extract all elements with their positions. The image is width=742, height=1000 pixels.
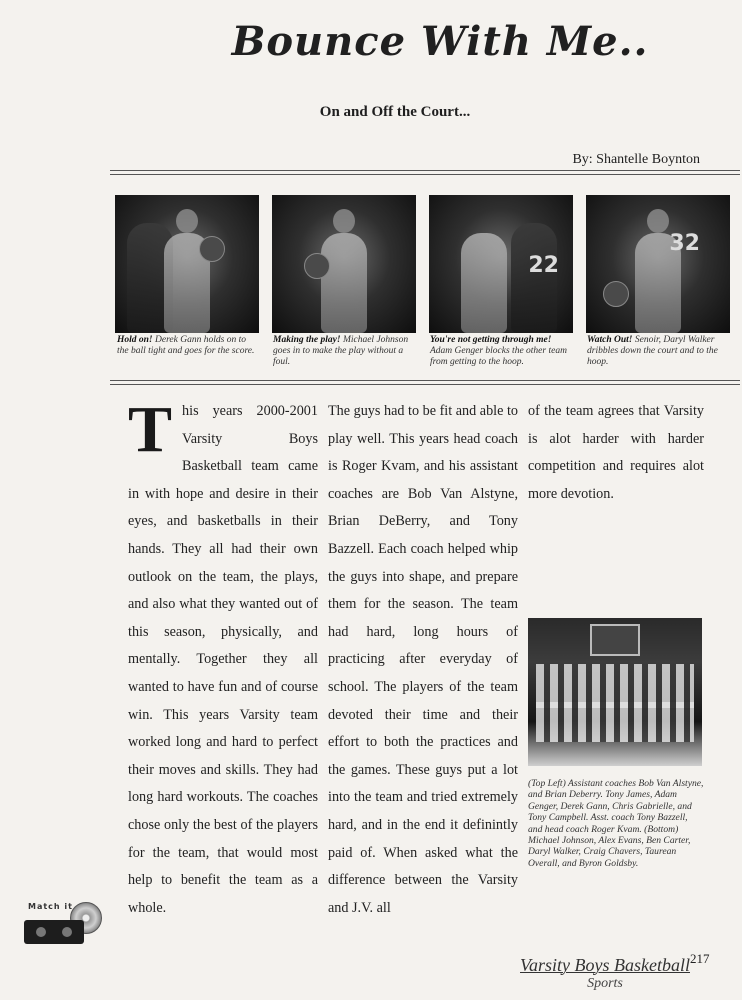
page-number: 217 <box>690 951 710 966</box>
backboard <box>590 624 640 656</box>
photo-caption <box>273 335 413 368</box>
jersey-number: 32 <box>669 231 700 256</box>
article-column-1 <box>128 393 318 922</box>
caption-lead: Making the play! <box>273 335 341 345</box>
team-photo <box>528 618 702 766</box>
basketball <box>304 253 330 279</box>
basketball <box>603 281 629 307</box>
byline: By: Shantelle Boynton <box>572 152 700 167</box>
article-column-2 <box>328 398 518 922</box>
match-it-logo <box>22 898 102 948</box>
caption-lead: You're not getting through me! <box>430 335 552 345</box>
photo-adam-genger <box>429 195 573 333</box>
logo-text: Match it <box>28 902 73 911</box>
mid-divider <box>110 380 740 385</box>
photo-derek-gann <box>115 195 259 333</box>
article-text: The guys had to be fit and able to play well. This years head coach is Roger Kvam, and his assistant coaches are Bob Van Alstyne, Brian DeBerry, and Tony Bazzell. Each coach helped whip the guys into shape, and prepare them for the season. The team had hard, long hours of practicing after everyday of school. The players of the team devoted their time and their effort to both the practices and the games. These guys put a lot into the team and tried extremely hard, and in the end it definintly paid of. When asked what the difference between the Varsity and J.V. all <box>328 403 518 916</box>
photo-caption <box>587 335 727 368</box>
player-head <box>176 209 198 233</box>
drop-cap: T <box>128 393 173 466</box>
section-category: Sports <box>587 976 623 991</box>
caption-text: Derek Gann holds on to the ball tight and goes for the score. <box>117 335 255 356</box>
jersey-number: 22 <box>528 253 559 278</box>
videotape-icon <box>24 920 84 944</box>
page-title: Bounce With Me.. <box>231 18 649 65</box>
basketball <box>199 236 225 262</box>
caption-text: Adam Genger blocks the other team from getting to the hoop. <box>430 346 567 367</box>
page-subtitle: On and Off the Court... <box>319 104 471 120</box>
top-divider <box>110 170 740 175</box>
article-text: his years 2000-2001 Varsity Boys Basketball team came in with hope and desire in their eyes, and basketballs in their hands. They all had their own outlook on the team, the plays, and also what they wanted out of this season, physically, and mentally. Together they all wanted to have fun and of course win. This years Varsity team worked long and hard to perfect their moves and skills. They had long hard workouts. The coaches chose only the best of the players for the team, that would most help to benefit the team as a whole. <box>128 403 318 916</box>
caption-text: Senoir, Daryl Walker dribbles down the court and to the hoop. <box>587 335 718 367</box>
photo-daryl-walker <box>586 195 730 333</box>
player-head <box>333 209 355 233</box>
team-front-row <box>536 702 694 742</box>
caption-text: Michael Johnson goes in to make the play without a foul. <box>273 335 409 367</box>
photo-caption <box>117 335 257 357</box>
photo-michael-johnson <box>272 195 416 333</box>
caption-lead: Watch Out! <box>587 335 633 345</box>
article-column-3 <box>528 398 704 508</box>
photo-caption <box>430 335 570 368</box>
player-figure <box>511 223 557 333</box>
section-title: Varsity Boys Basketball <box>520 955 690 975</box>
article-text: of the team agrees that Varsity is alot harder with harder competition and requires alot more devotion. <box>528 403 704 502</box>
player-head <box>647 209 669 233</box>
caption-lead: Hold on! <box>117 335 153 345</box>
player-figure <box>461 233 507 333</box>
team-photo-caption: (Top Left) Assistant coaches Bob Van Alstyne, and Brian Deberry. Tony James, Adam Genger, Derek Gann, Chris Gabrielle, and Tony Campbell. Asst. coach Tony Bazzell, and head coach Roger Kvam. (Bottom) Michael Johnson, Alex Evans, Ben Carter, Daryl Walker, Craig Chavers, Taurean Overall, and Byron Goldsby. <box>528 778 704 869</box>
player-figure <box>321 233 367 333</box>
